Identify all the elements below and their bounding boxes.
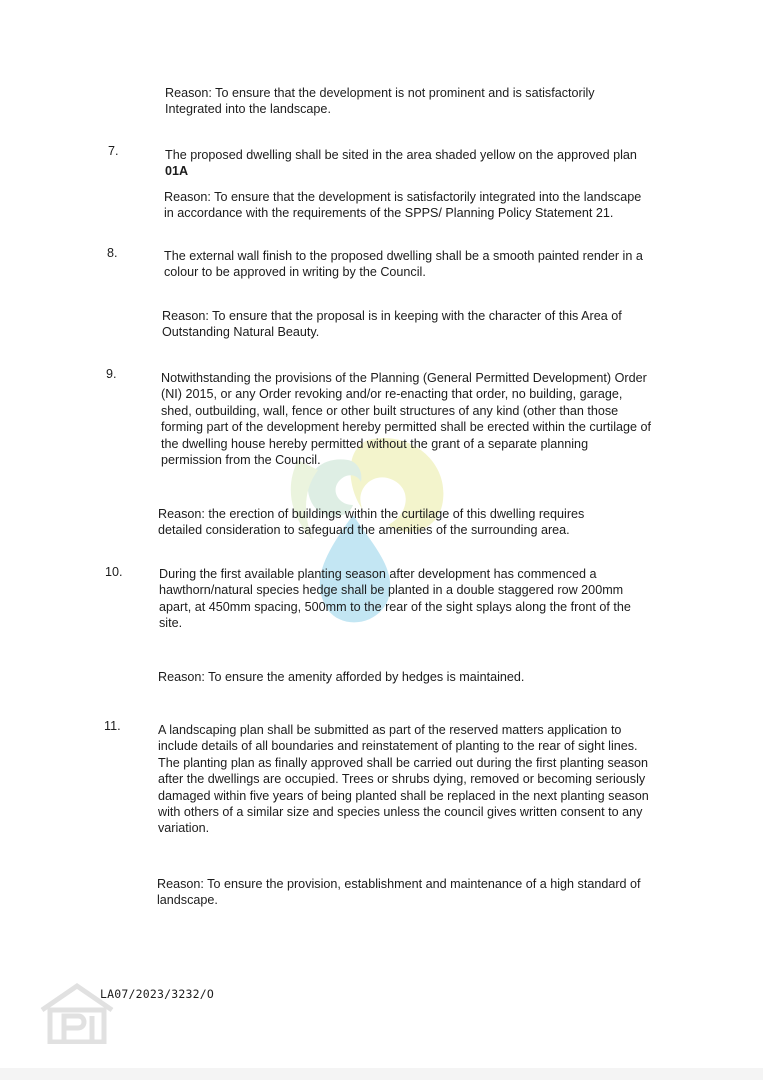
item-number: 8. bbox=[107, 246, 118, 260]
condition-text: A landscaping plan shall be submitted as part of the reserved matters application to include details of all boundaries and reinstatement of planting to the rear of sight lines. The planting plan as finally approved shall be carried out during the first planting season after the dwellings are occupied. Trees or shrubs dying, removed or becoming seriously damaged within five years of being planted shall be replaced in the next planting season with others of a similar size and species unless the council gives written consent to any variation. bbox=[158, 723, 649, 836]
reason-text: Reason: To ensure that the development is satisfactorily integrated into the landscape in accordance with the requirements of the SPPS/ Planning Policy Statement 21. bbox=[164, 190, 642, 221]
page-bottom-edge bbox=[0, 1068, 763, 1080]
item-number: 10. bbox=[105, 565, 123, 579]
condition-text: During the first available planting season after development has commenced a hawthorn/natural species hedge shall be planted in a double staggered row 200mm apart, at 450mm spacing, 500mm to the rear of the sight splays along the front of the site. bbox=[159, 567, 631, 631]
reason-text: Reason: To ensure the provision, establishment and maintenance of a high standard of landscape. bbox=[157, 877, 641, 908]
reason-6: Reason: To ensure that the development is not prominent and is satisfactorily Integrated into the landscape. bbox=[165, 86, 595, 117]
condition-text: The proposed dwelling shall be sited in the area shaded yellow on the approved plan 01A bbox=[165, 148, 637, 179]
reason-text: Reason: To ensure the amenity afforded by hedges is maintained. bbox=[158, 670, 525, 684]
item-number: 7. bbox=[108, 144, 119, 158]
condition-text: Notwithstanding the provisions of the Planning (General Permitted Development) Order (NI) 2015, or any Order revoking and/or re-enacting that order, no building, garage, shed, outbuilding, wall, fence or other built structures of any kind (other than those forming part of the development hereby permitted shall be erected within the curtilage of the dwelling house hereby permitted without the grant of a separate planning permission from the Council. bbox=[161, 371, 652, 468]
reason-text: Reason: the erection of buildings within the curtilage of this dwelling requires detailed consideration to safeguard the amenities of the surrounding area. bbox=[158, 507, 585, 538]
item-number: 9. bbox=[106, 367, 117, 381]
condition-text: The external wall finish to the proposed dwelling shall be a smooth painted render in a colour to be approved in writing by the Council. bbox=[164, 249, 643, 280]
application-reference: LA07/2023/3232/O bbox=[100, 987, 214, 1001]
item-number: 11. bbox=[104, 719, 121, 733]
reason-text: Reason: To ensure that the proposal is in keeping with the character of this Area of Outstanding Natural Beauty. bbox=[162, 309, 622, 340]
